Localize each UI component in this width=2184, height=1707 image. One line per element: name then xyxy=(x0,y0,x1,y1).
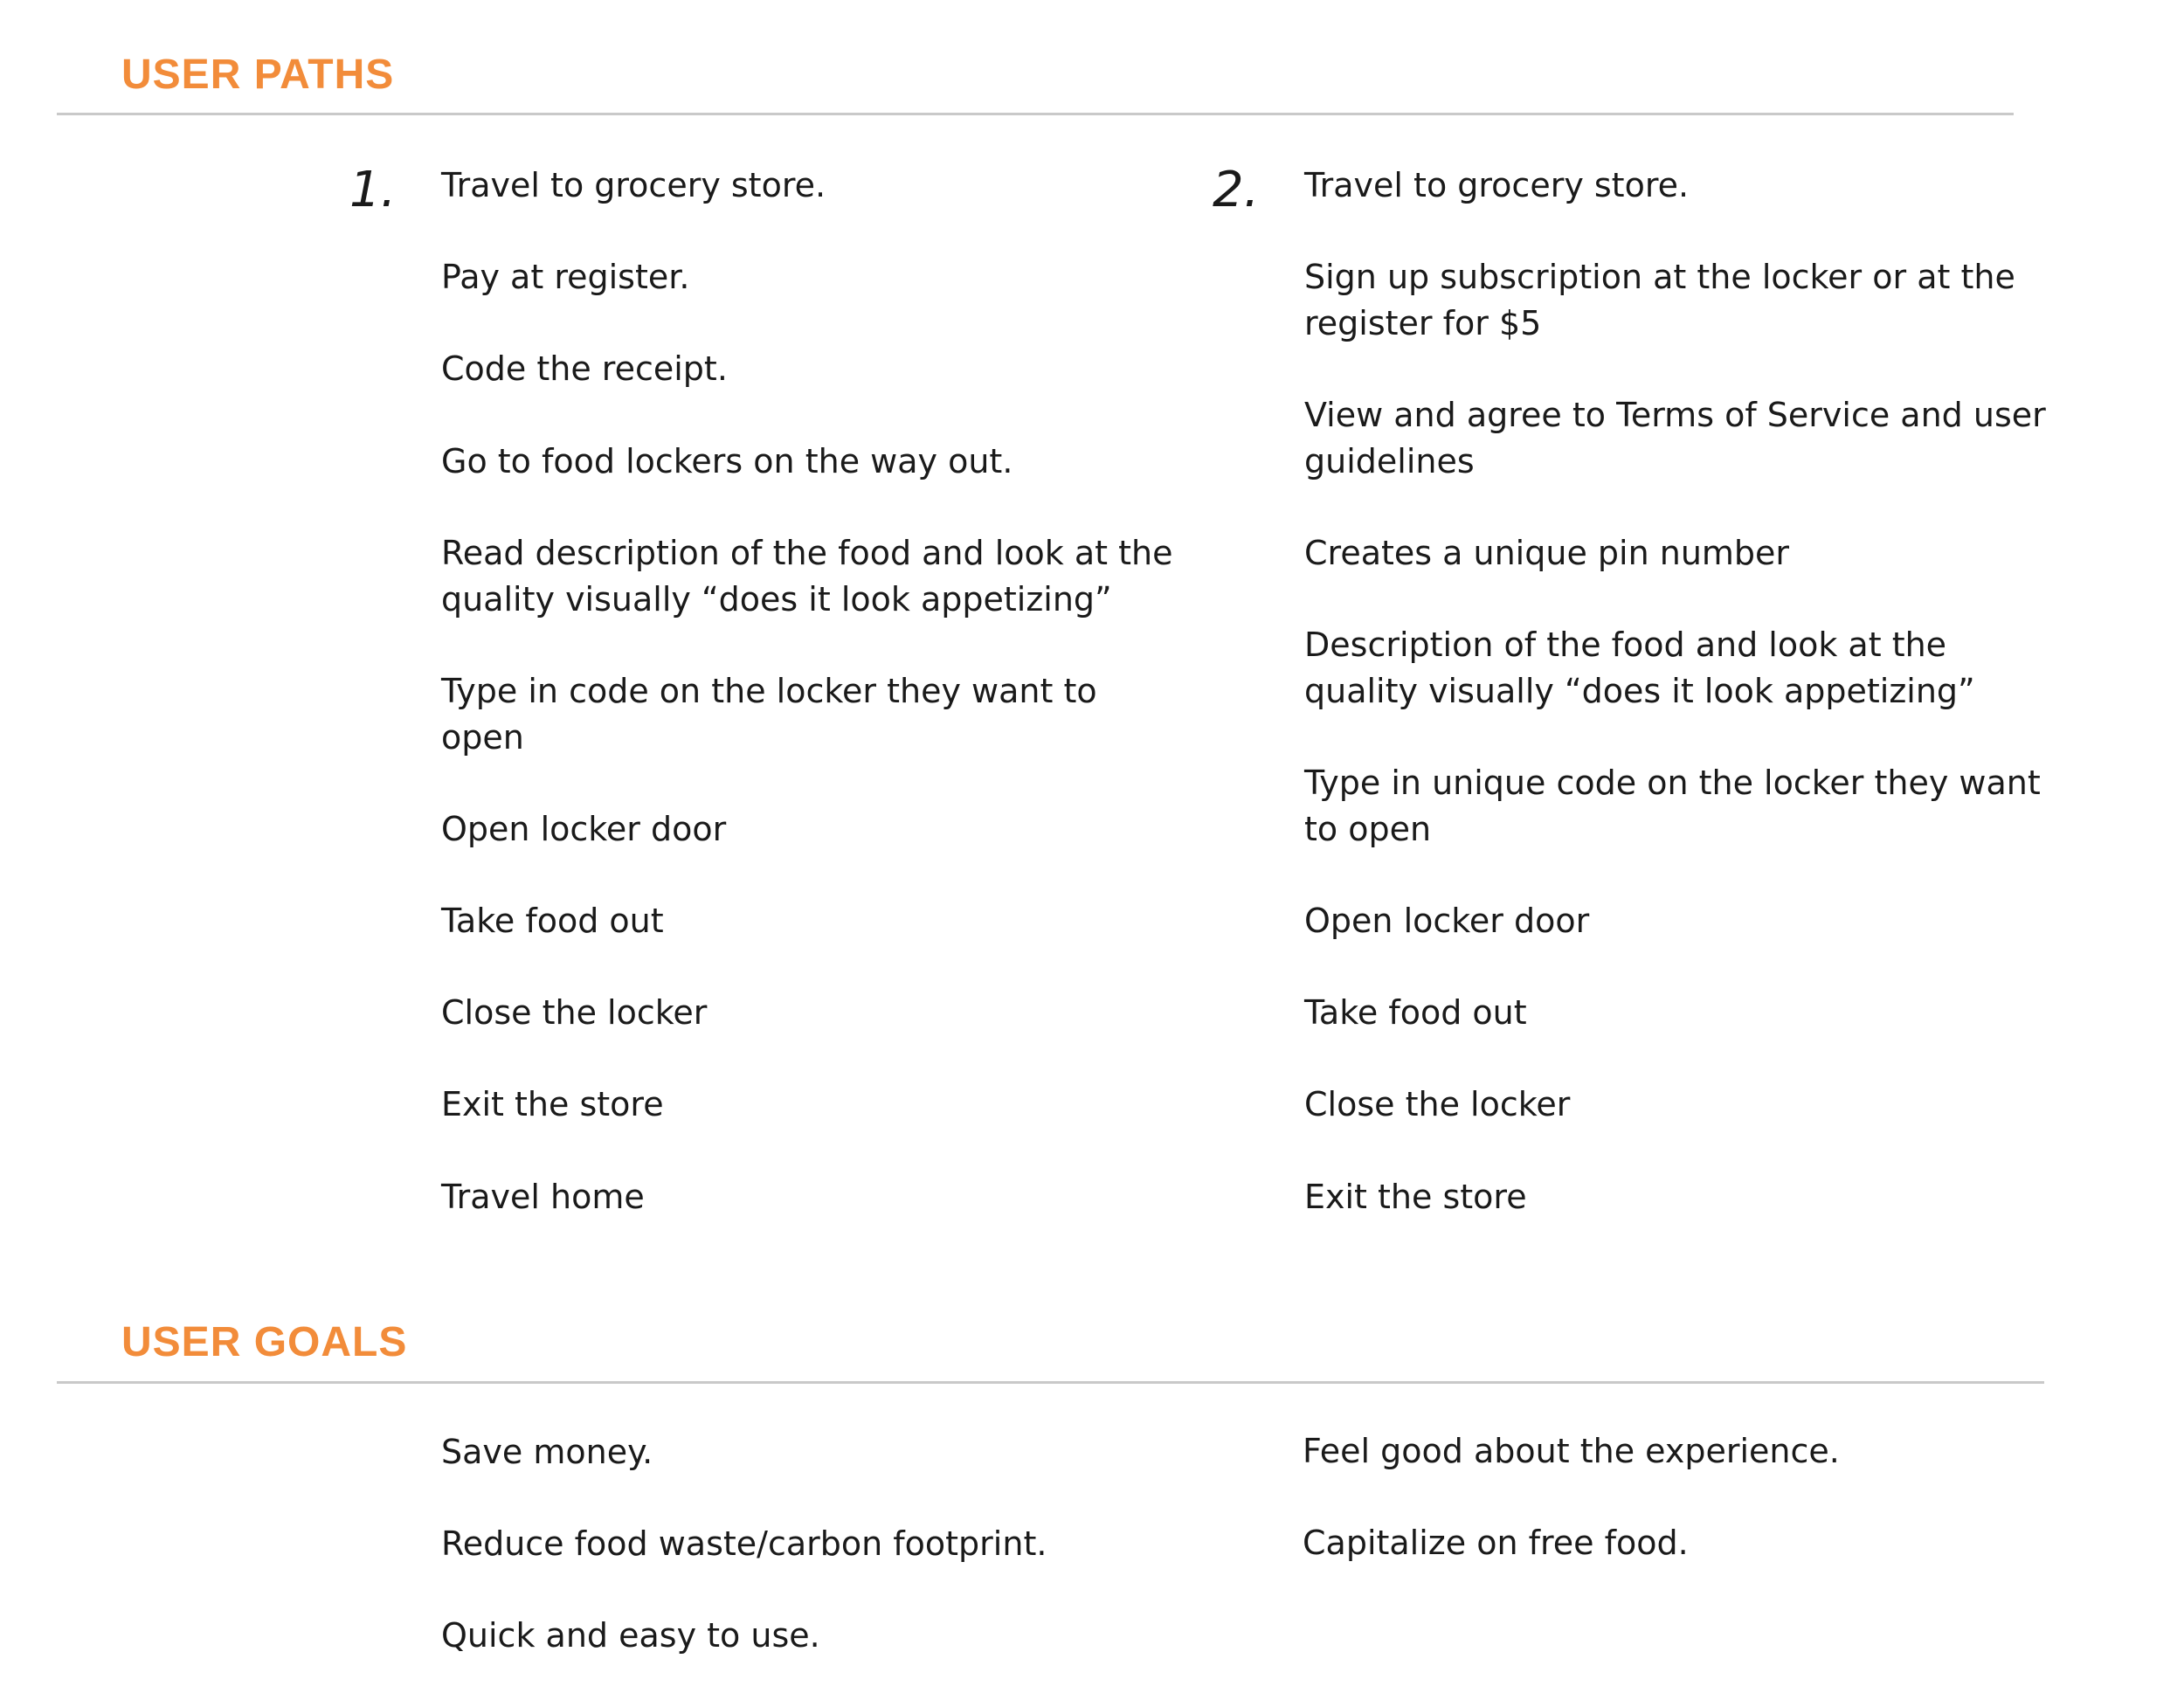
step-line: Type in unique code on the locker they want xyxy=(1304,764,2041,802)
step-line: quality visually “does it look appetizing” xyxy=(441,580,1112,619)
step-line: guidelines xyxy=(1304,442,1475,480)
path-step xyxy=(441,439,1013,485)
step-line: Description of the food and look at the xyxy=(1304,625,1947,664)
path-step xyxy=(441,806,726,853)
step-line: Pay at register. xyxy=(441,258,690,296)
goal-item: Save money. xyxy=(441,1433,653,1471)
step-line: Travel home xyxy=(441,1178,645,1216)
step-line: Type in code on the locker they want to xyxy=(441,672,1097,710)
path-step xyxy=(1304,898,1589,944)
path-step xyxy=(441,990,707,1036)
step-line: View and agree to Terms of Service and user xyxy=(1304,396,2046,434)
step-line: Read description of the food and look at the xyxy=(441,534,1173,572)
path-step xyxy=(441,898,664,944)
path-step xyxy=(1304,530,1789,577)
path-step xyxy=(1304,254,2015,347)
path-step xyxy=(441,346,728,392)
path-step xyxy=(441,668,1097,761)
user-paths-heading: USER PATHS xyxy=(121,52,395,98)
path-step xyxy=(441,254,689,301)
path-step xyxy=(441,162,826,209)
step-line: Open locker door xyxy=(441,810,727,848)
goal-item: Reduce food waste/carbon footprint. xyxy=(441,1524,1047,1563)
step-line: Creates a unique pin number xyxy=(1304,534,1790,572)
step-line: Sign up subscription at the locker or at the xyxy=(1304,258,2015,296)
path-step xyxy=(1304,1174,1527,1220)
step-line: Take food out xyxy=(441,902,664,940)
step-line: Code the receipt. xyxy=(441,349,728,388)
path-step xyxy=(1304,392,2046,485)
user-goals-divider xyxy=(57,1381,2044,1384)
step-line: Exit the store xyxy=(441,1085,664,1123)
goal-item: Feel good about the experience. xyxy=(1303,1432,1840,1470)
path-step xyxy=(441,1082,664,1128)
step-line: register for $5 xyxy=(1304,304,1542,342)
path-step xyxy=(1304,162,1689,209)
step-line: Travel to grocery store. xyxy=(441,166,826,204)
path-step xyxy=(441,530,1172,623)
user-paths-divider xyxy=(57,113,2014,115)
path-1-number: 1. xyxy=(349,162,397,218)
step-line: Exit the store xyxy=(1304,1178,1527,1216)
path-step xyxy=(1304,622,1975,715)
path-step xyxy=(1304,1082,1570,1128)
path-2-number: 2. xyxy=(1213,162,1260,218)
step-line: Close the locker xyxy=(1304,1085,1571,1123)
user-goals-heading: USER GOALS xyxy=(121,1319,408,1365)
step-line: Go to food lockers on the way out. xyxy=(441,442,1013,480)
step-line: Close the locker xyxy=(441,993,708,1032)
step-line: Open locker door xyxy=(1304,902,1590,940)
step-line: Take food out xyxy=(1304,993,1527,1032)
step-line: to open xyxy=(1304,810,1432,848)
path-step xyxy=(1304,990,1527,1036)
step-line: quality visually “does it look appetizing” xyxy=(1304,672,1975,710)
goal-item: Capitalize on free food. xyxy=(1303,1524,1689,1562)
path-step xyxy=(1304,760,2041,853)
step-line: open xyxy=(441,718,524,757)
step-line: Travel to grocery store. xyxy=(1304,166,1690,204)
goal-item: Quick and easy to use. xyxy=(441,1616,820,1655)
path-step xyxy=(441,1174,645,1220)
